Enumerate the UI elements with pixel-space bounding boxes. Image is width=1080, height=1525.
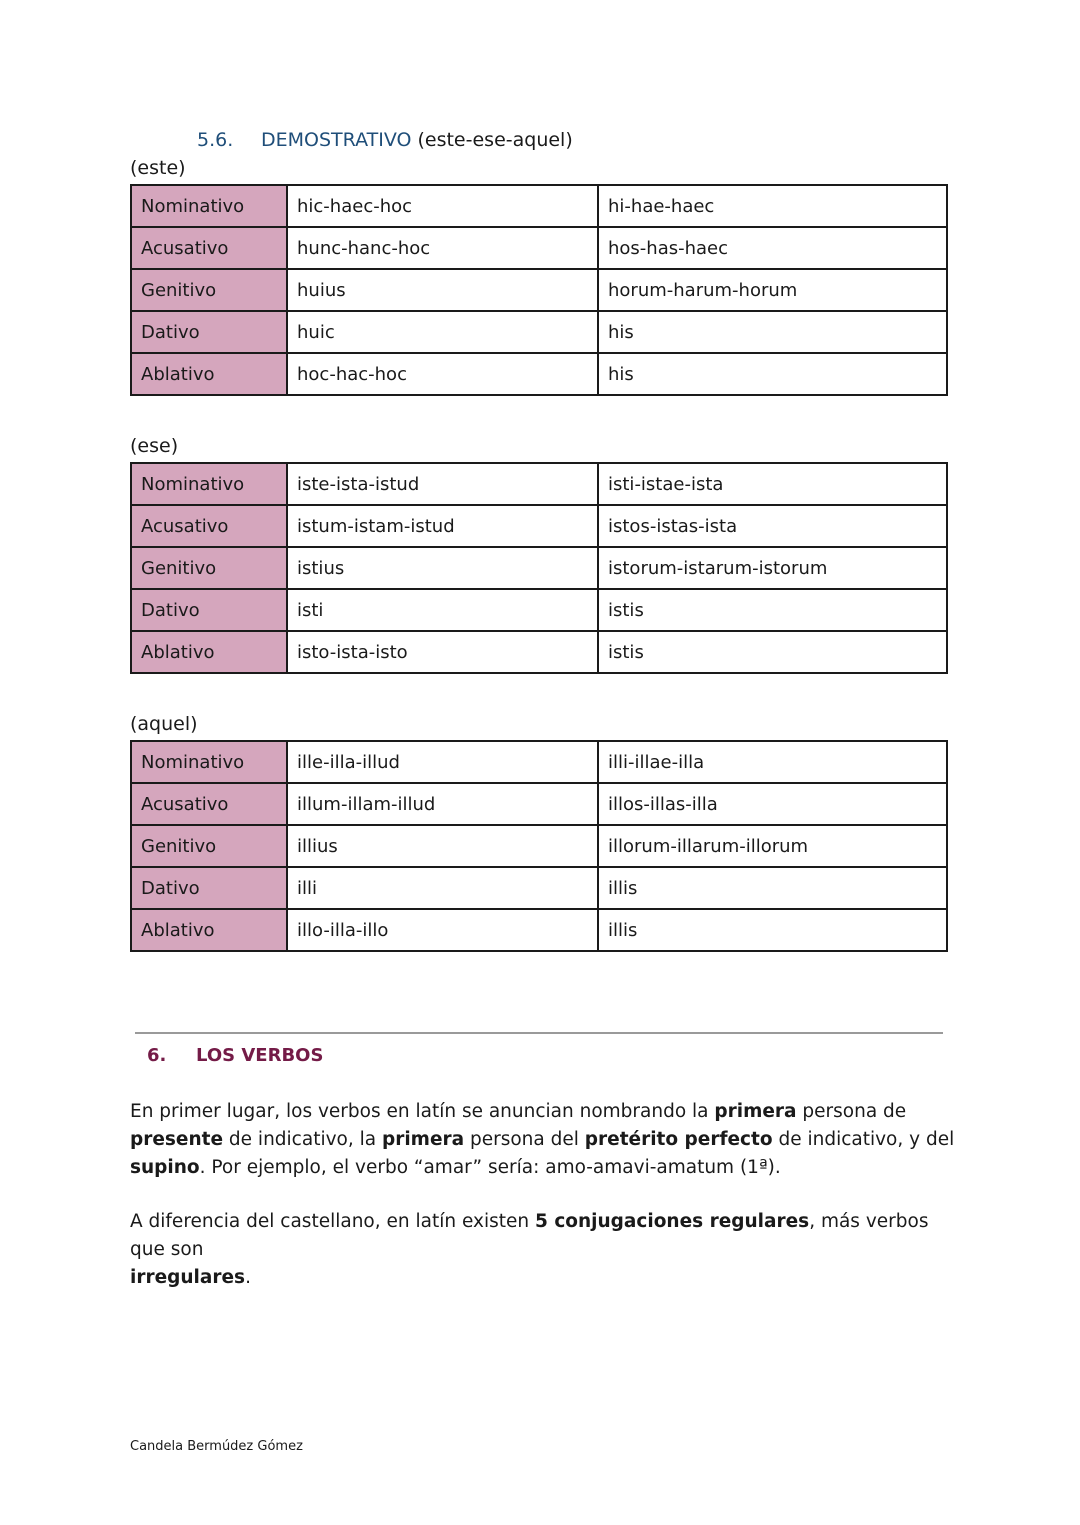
plural-cell: his [598,311,947,353]
declension-table-aquel [130,740,948,952]
section-heading [197,129,573,151]
singular-cell: illo-illa-illo [287,909,598,951]
case-cell: Nominativo [131,741,287,783]
case-cell: Ablativo [131,631,287,673]
case-cell: Ablativo [131,353,287,395]
text-run: . [245,1267,251,1288]
table-label-ese: (ese) [130,435,179,457]
plural-cell: illos-illas-illa [598,783,947,825]
singular-cell: illi [287,867,598,909]
plural-cell: illis [598,909,947,951]
section-number: 5.6. [197,129,234,151]
table-label-aquel: (aquel) [130,713,198,735]
singular-cell: istum-istam-istud [287,505,598,547]
singular-cell: isto-ista-isto [287,631,598,673]
singular-cell: hoc-hac-hoc [287,353,598,395]
text-run: persona de [796,1101,907,1122]
text-run: persona del [464,1129,585,1150]
case-cell: Ablativo [131,909,287,951]
plural-cell: istis [598,589,947,631]
singular-cell: istius [287,547,598,589]
case-cell: Nominativo [131,463,287,505]
singular-cell: huius [287,269,598,311]
bold-run: irregulares [130,1267,246,1288]
text-run: de indicativo, y del [772,1129,955,1150]
plural-cell: illi-illae-illa [598,741,947,783]
case-cell: Genitivo [131,269,287,311]
table-row [131,269,947,311]
table-row [131,741,947,783]
table-row [131,867,947,909]
paragraph-verbs-intro [130,1098,960,1182]
text-run: A diferencia del castellano, en latín existen [130,1211,535,1232]
case-cell: Acusativo [131,227,287,269]
table-row [131,227,947,269]
case-cell: Genitivo [131,825,287,867]
plural-cell: istorum-istarum-istorum [598,547,947,589]
bold-run: 5 conjugaciones regulares [535,1211,810,1232]
table-row [131,353,947,395]
plural-cell: istis [598,631,947,673]
chapter-title: LOS VERBOS [196,1045,324,1066]
table-label-este: (este) [130,157,186,179]
paragraph-conjugations [130,1208,960,1292]
table-row [131,185,947,227]
plural-cell: horum-harum-horum [598,269,947,311]
plural-cell: illorum-illarum-illorum [598,825,947,867]
bold-run: presente [130,1129,224,1150]
plural-cell: istos-istas-ista [598,505,947,547]
table-row [131,311,947,353]
singular-cell: hic-haec-hoc [287,185,598,227]
table-row [131,909,947,951]
bold-run: primera [714,1101,797,1122]
plural-cell: hi-hae-haec [598,185,947,227]
singular-cell: isti [287,589,598,631]
singular-cell: illum-illam-illud [287,783,598,825]
singular-cell: iste-ista-istud [287,463,598,505]
bold-run: pretérito perfecto [584,1129,773,1150]
bold-run: primera [381,1129,465,1150]
bold-run: supino [130,1157,200,1178]
plural-cell: isti-istae-ista [598,463,947,505]
text-run: . Por ejemplo, el verbo “amar” sería: amo-amavi-amatum (1ª). [199,1157,781,1178]
text-run: , más verbos que son [130,1211,929,1260]
footer-author: Candela Bermúdez Gómez [130,1439,303,1454]
table-row [131,825,947,867]
declension-table-este [130,184,948,396]
section-title: DEMOSTRATIVO [261,129,412,151]
declension-table-ese [130,462,948,674]
horizontal-divider [135,1032,943,1034]
plural-cell: his [598,353,947,395]
singular-cell: ille-illa-illud [287,741,598,783]
table-row [131,589,947,631]
case-cell: Dativo [131,867,287,909]
singular-cell: illius [287,825,598,867]
table-row [131,463,947,505]
text-run: En primer lugar, los verbos en latín se anuncian nombrando la [130,1101,715,1122]
table-row [131,505,947,547]
case-cell: Genitivo [131,547,287,589]
table-row [131,547,947,589]
text-run: de indicativo, la [223,1129,382,1150]
section-subtitle: (este-ese-aquel) [417,129,573,151]
case-cell: Dativo [131,589,287,631]
case-cell: Nominativo [131,185,287,227]
table-row [131,783,947,825]
plural-cell: hos-has-haec [598,227,947,269]
singular-cell: huic [287,311,598,353]
plural-cell: illis [598,867,947,909]
case-cell: Acusativo [131,505,287,547]
case-cell: Dativo [131,311,287,353]
table-row [131,631,947,673]
singular-cell: hunc-hanc-hoc [287,227,598,269]
chapter-number: 6. [147,1045,167,1066]
case-cell: Acusativo [131,783,287,825]
chapter-heading [147,1045,323,1066]
